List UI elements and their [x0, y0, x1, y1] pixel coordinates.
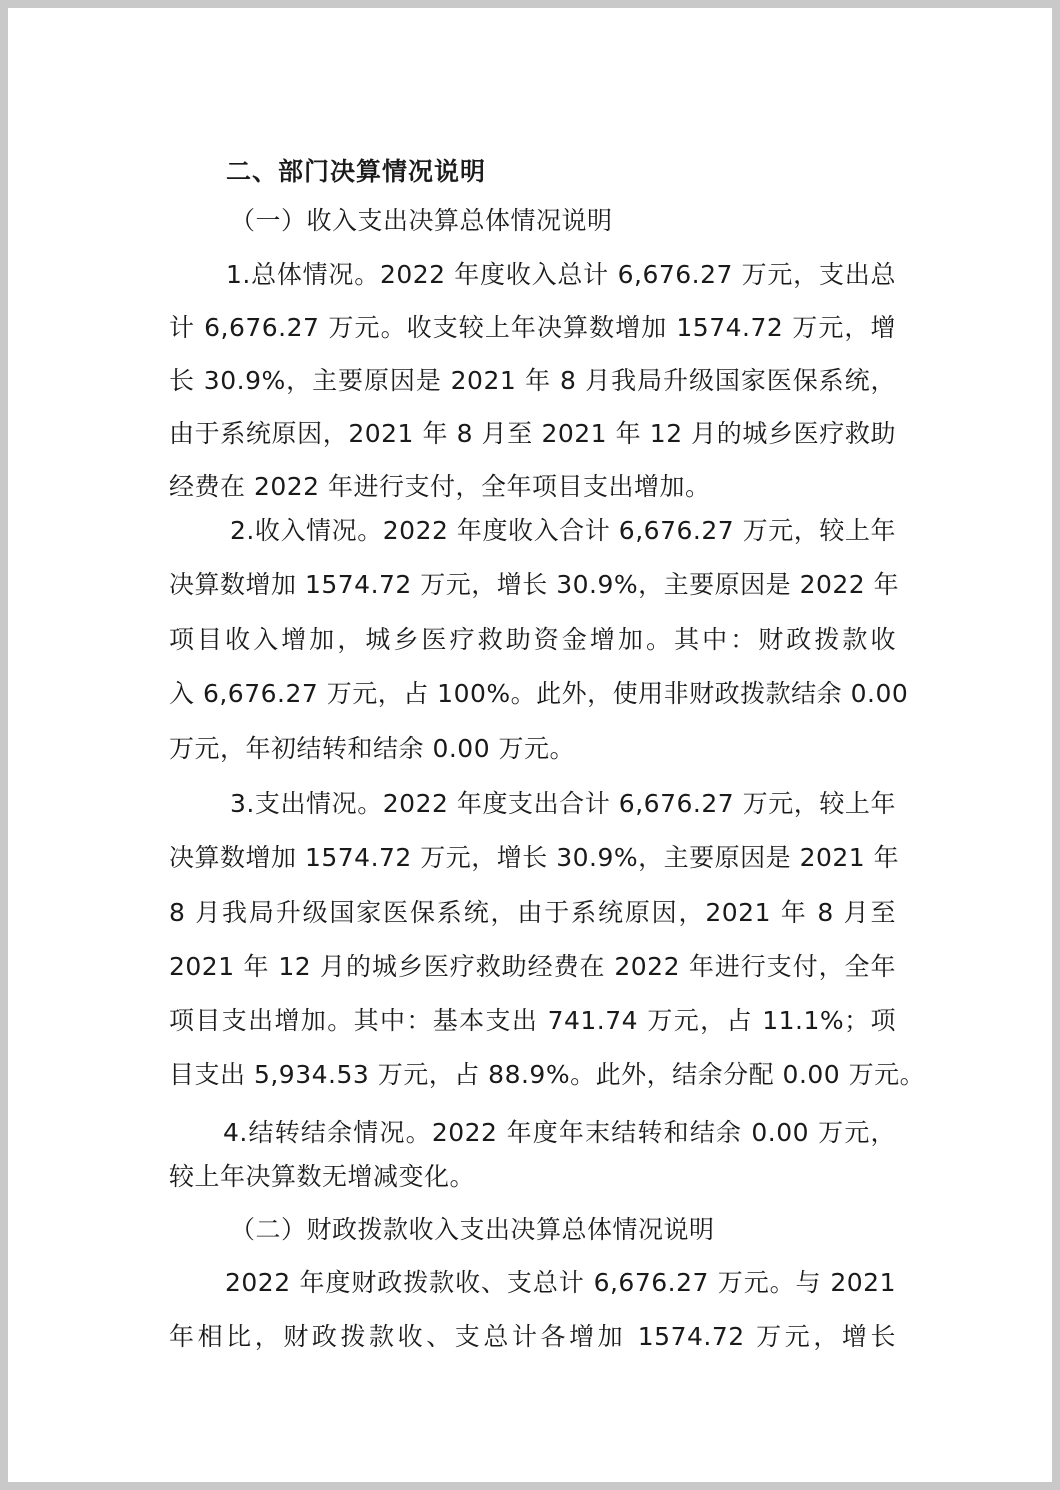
paragraph-line: 1.总体情况。2022 年度收入总计 6,676.27 万元，支出总: [226, 260, 896, 289]
section-heading: 二、部门决算情况说明: [226, 157, 487, 186]
document-page: [8, 8, 1052, 1482]
subsection-heading: （一）收入支出决算总体情况说明: [230, 206, 613, 235]
paragraph-line: 长 30.9%，主要原因是 2021 年 8 月我局升级国家医保系统，: [169, 366, 896, 395]
paragraph-line: 2.收入情况。2022 年度收入合计 6,676.27 万元，较上年: [230, 516, 896, 545]
paragraph-line: 2021 年 12 月的城乡医疗救助经费在 2022 年进行支付，全年: [169, 952, 896, 981]
paragraph-line: 项目支出增加。其中：基本支出 741.74 万元，占 11.1%；项: [169, 1006, 896, 1035]
paragraph-line: 计 6,676.27 万元。收支较上年决算数增加 1574.72 万元，增: [169, 313, 896, 342]
subsection-heading: （二）财政拨款收入支出决算总体情况说明: [230, 1215, 715, 1244]
paragraph-line: 决算数增加 1574.72 万元，增长 30.9%，主要原因是 2021 年: [169, 843, 900, 872]
paragraph-line: 项目收入增加，城乡医疗救助资金增加。其中：财政拨款收: [169, 625, 896, 654]
paragraph-line: 2022 年度财政拨款收、支总计 6,676.27 万元。与 2021: [225, 1268, 896, 1297]
paragraph-line: 入 6,676.27 万元，占 100%。此外，使用非财政拨款结余 0.00: [169, 679, 909, 708]
paragraph-line: 目支出 5,934.53 万元，占 88.9%。此外，结余分配 0.00 万元。: [169, 1060, 926, 1089]
paragraph-line: 8 月我局升级国家医保系统，由于系统原因，2021 年 8 月至: [169, 898, 896, 927]
paragraph-line: 万元，年初结转和结余 0.00 万元。: [169, 734, 576, 763]
paragraph-line: 决算数增加 1574.72 万元，增长 30.9%，主要原因是 2022 年: [169, 570, 900, 599]
paragraph-line: 3.支出情况。2022 年度支出合计 6,676.27 万元，较上年: [230, 789, 896, 818]
paragraph-line: 4.结转结余情况。2022 年度年末结转和结余 0.00 万元，: [223, 1118, 896, 1147]
paragraph-line: 年相比，财政拨款收、支总计各增加 1574.72 万元，增长: [169, 1322, 896, 1351]
paragraph-line: 较上年决算数无增减变化。: [169, 1162, 476, 1191]
paragraph-line: 经费在 2022 年进行支付，全年项目支出增加。: [169, 472, 711, 501]
paragraph-line: 由于系统原因，2021 年 8 月至 2021 年 12 月的城乡医疗救助: [169, 419, 896, 448]
